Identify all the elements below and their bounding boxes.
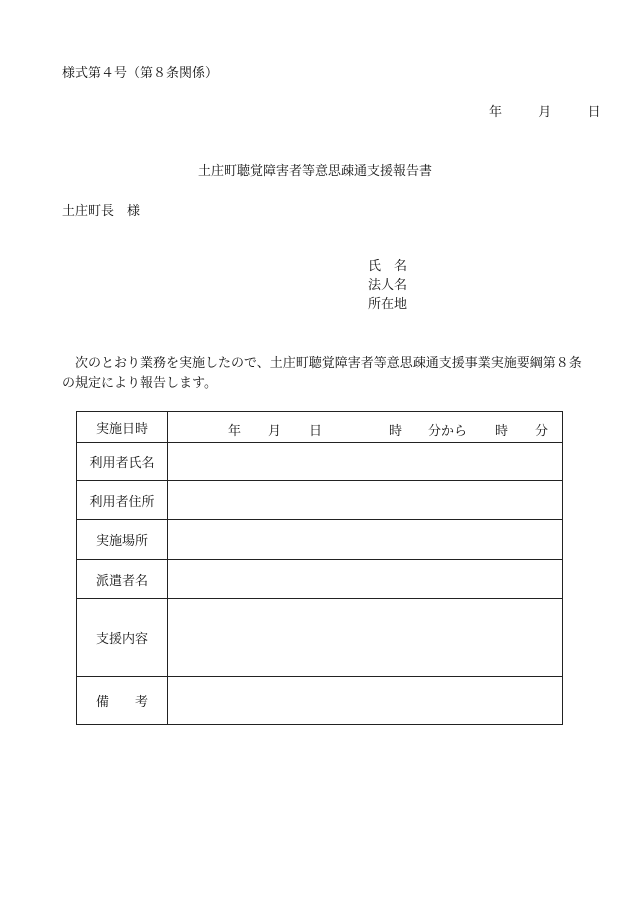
user-name-field[interactable] [168,443,563,481]
date-time-field[interactable] [168,412,563,443]
support-content-field[interactable] [168,599,563,677]
row-label-location: 実施場所 [77,520,168,560]
user-address-field[interactable] [168,481,563,520]
body-text: 次のとおり業務を実施したので、土庄町聴覚障害者等意思疎通支援事業実施要綱第８条の規定により報告します。 [62,356,582,391]
applicant-corporation-label: 法人名 [368,278,408,293]
table-year: 年 [228,424,242,439]
date-day: 日 [587,105,601,120]
table-row [77,481,563,520]
table-row [77,520,563,560]
row-label-date: 実施日時 [77,412,168,443]
table-hour-from: 時 [389,424,403,439]
row-label-support-content: 支援内容 [77,599,168,677]
row-label-user-name: 利用者氏名 [77,443,168,481]
form-number: 様式第４号（第８条関係） [62,66,219,81]
row-label-dispatched-person: 派遣者名 [77,560,168,599]
table-day: 日 [309,424,323,439]
table-month: 月 [268,424,282,439]
table-minute-to: 分 [535,424,549,439]
table-row [77,560,563,599]
table-minute-from: 分から [428,424,468,439]
location-field[interactable] [168,520,563,560]
applicant-block [368,257,407,314]
document-title: 土庄町聴覚障害者等意思疎通支援報告書 [197,164,432,179]
date-month: 月 [538,105,552,120]
table-row [77,677,563,725]
report-table [76,411,563,725]
remarks-field[interactable] [168,677,563,725]
dispatched-person-field[interactable] [168,560,563,599]
date-year: 年 [489,105,503,120]
applicant-name-label: 氏 名 [368,259,408,274]
table-row [77,443,563,481]
row-label-user-address: 利用者住所 [77,481,168,520]
row-label-remarks: 備 考 [77,677,168,725]
table-row-date [77,412,563,443]
addressee: 土庄町長 様 [62,204,141,219]
table-hour-to: 時 [495,424,509,439]
applicant-address-label: 所在地 [368,297,408,312]
report-date [489,101,601,120]
table-row [77,599,563,677]
